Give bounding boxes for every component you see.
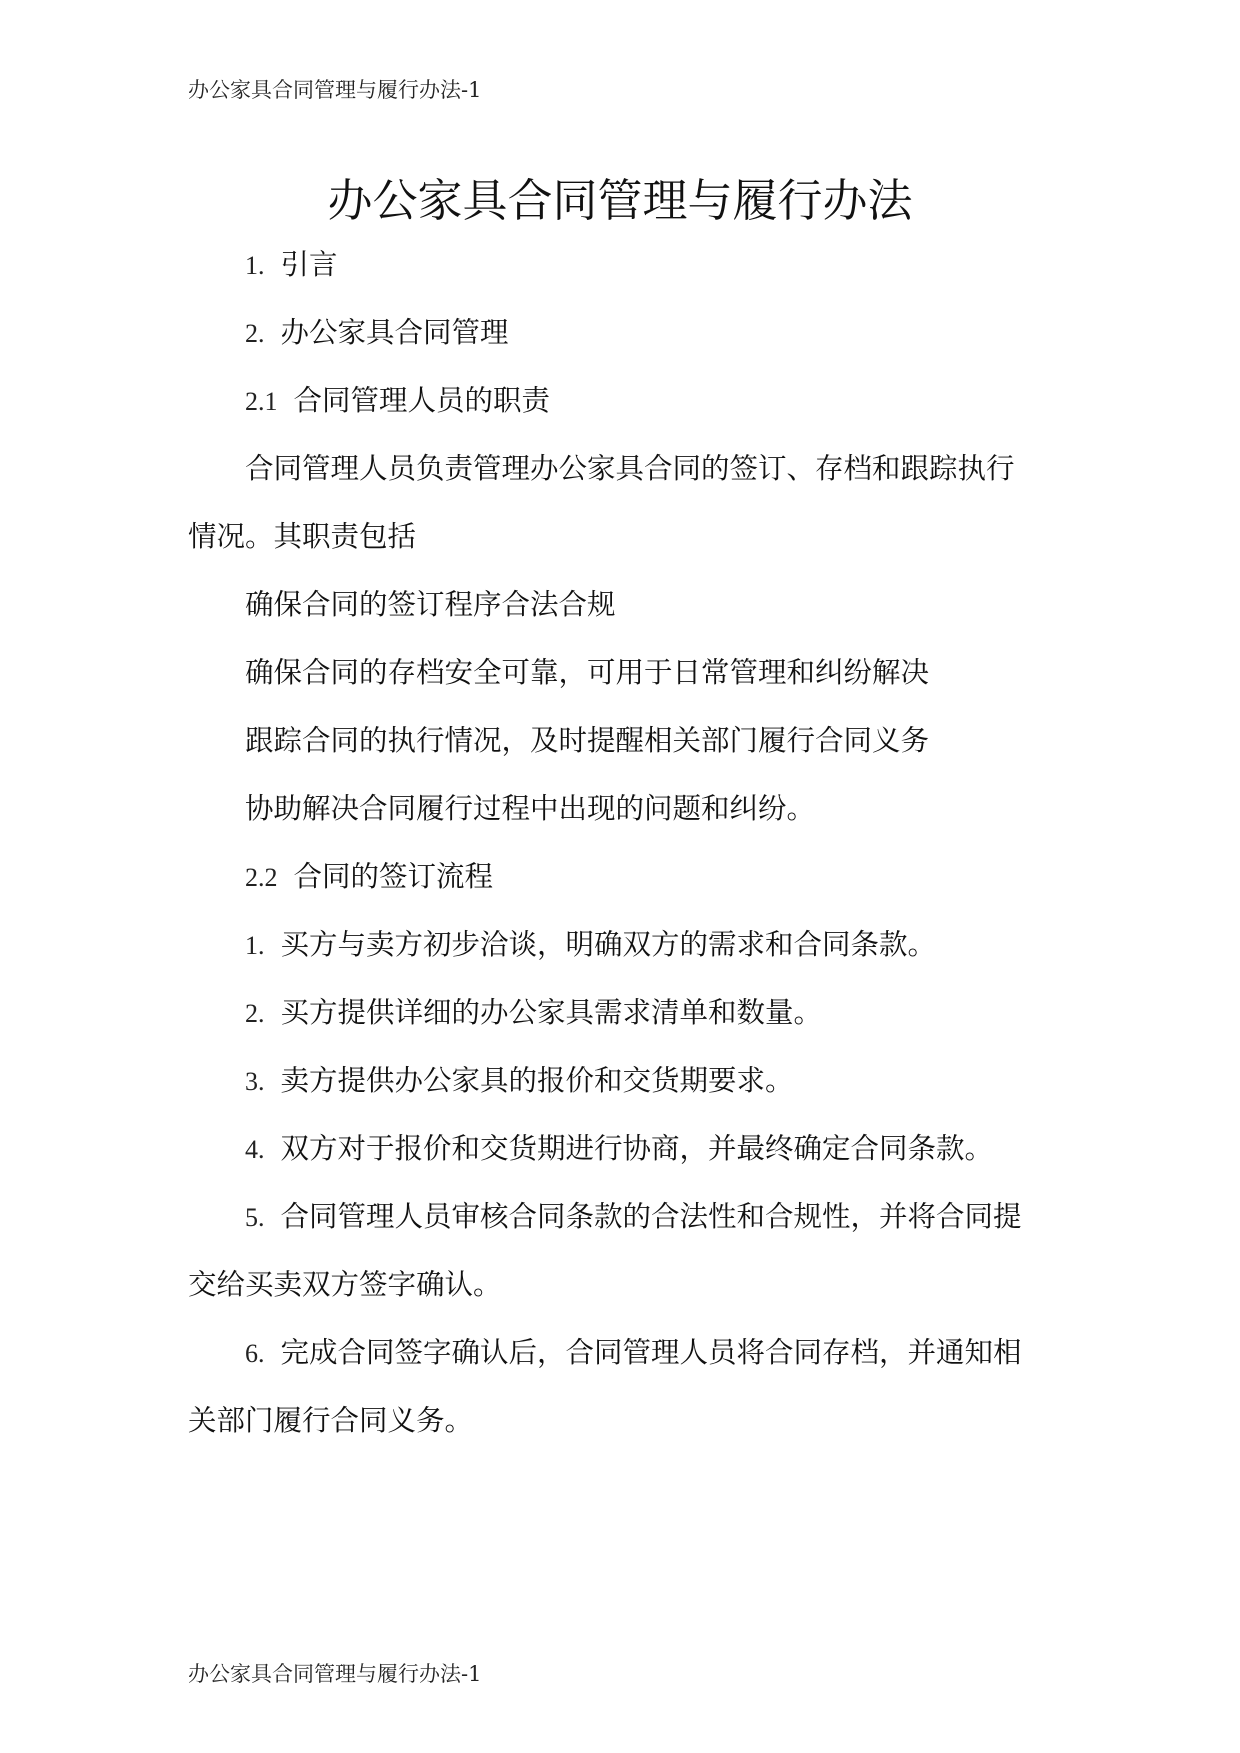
step-item — [245, 922, 936, 963]
paragraph-line: 情况。其职责包括 — [188, 520, 417, 553]
step-text: 卖方提供办公家具的报价和交货期要求。 — [280, 1064, 794, 1097]
section-title: 合同的签订流程 — [293, 860, 494, 893]
subsection-heading-2-2 — [245, 854, 493, 895]
section-title: 办公家具合同管理 — [280, 316, 509, 349]
subsection-heading-2-1 — [245, 378, 550, 419]
section-number: 2.2 — [245, 863, 278, 892]
duty-item: 确保合同的存档安全可靠，可用于日常管理和纠纷解决 — [245, 656, 930, 689]
step-text: 买方提供详细的办公家具需求清单和数量。 — [280, 996, 823, 1029]
section-number: 2.1 — [245, 387, 278, 416]
duty-item: 协助解决合同履行过程中出现的问题和纠纷。 — [245, 792, 816, 825]
step-text: 双方对于报价和交货期进行协商，并最终确定合同条款。 — [280, 1132, 994, 1165]
duty-item: 跟踪合同的执行情况，及时提醒相关部门履行合同义务 — [245, 724, 930, 757]
section-title: 引言 — [280, 248, 338, 281]
paragraph-line: 合同管理人员负责管理办公家具合同的签订、存档和跟踪执行 — [245, 452, 1015, 485]
step-continuation: 交给买卖双方签字确认。 — [188, 1268, 502, 1301]
step-text: 完成合同签字确认后，合同管理人员将合同存档，并通知相 — [280, 1336, 1022, 1369]
step-number: 1. — [245, 931, 265, 960]
duty-item: 确保合同的签订程序合法合规 — [245, 588, 616, 621]
step-number: 4. — [245, 1135, 265, 1164]
step-item — [245, 1126, 993, 1167]
step-text: 买方与卖方初步洽谈，明确双方的需求和合同条款。 — [280, 928, 937, 961]
step-item — [245, 1058, 794, 1099]
section-number: 1. — [245, 251, 265, 280]
step-item — [245, 1330, 1022, 1371]
section-number: 2. — [245, 319, 265, 348]
section-title: 合同管理人员的职责 — [293, 384, 551, 417]
section-heading-2 — [245, 310, 509, 351]
page-header: 办公家具合同管理与履行办法-1 — [188, 78, 482, 102]
step-number: 5. — [245, 1203, 265, 1232]
step-number: 2. — [245, 999, 265, 1028]
step-continuation: 关部门履行合同义务。 — [188, 1404, 474, 1437]
page-footer: 办公家具合同管理与履行办法-1 — [188, 1662, 482, 1686]
step-number: 3. — [245, 1067, 265, 1096]
step-item — [245, 990, 822, 1031]
document-title: 办公家具合同管理与履行办法 — [327, 174, 913, 227]
step-text: 合同管理人员审核合同条款的合法性和合规性，并将合同提 — [280, 1200, 1022, 1233]
section-heading-1 — [245, 242, 338, 283]
step-item — [245, 1194, 1022, 1235]
step-number: 6. — [245, 1339, 265, 1368]
